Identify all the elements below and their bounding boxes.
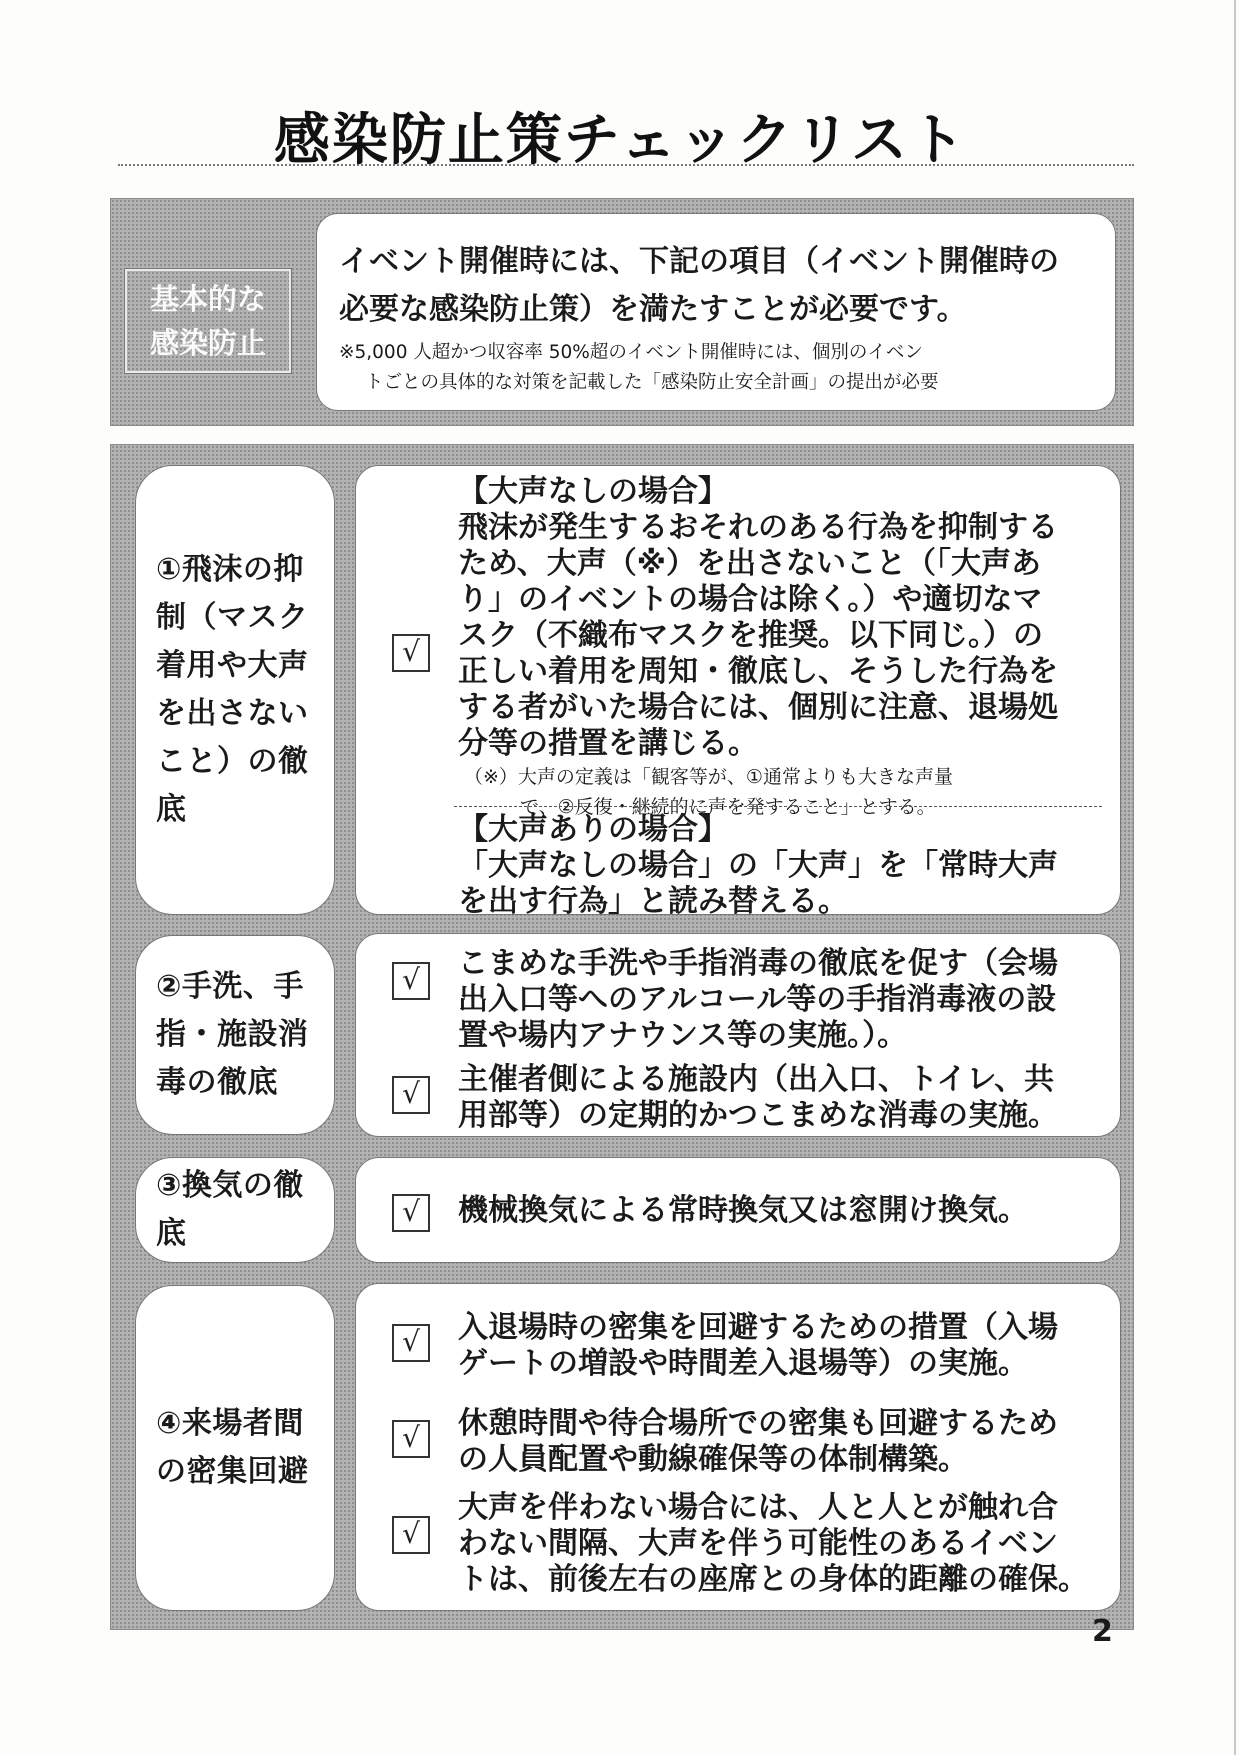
basic-text-line: 必要な感染防止策）を満たすことが必要です。: [339, 292, 967, 327]
no-loud-heading: 【大声なしの場合】: [458, 474, 728, 509]
item-line: 飛沫が発生するおそれのある行為を抑制する: [458, 510, 1058, 545]
section-label-ventilation: [135, 1157, 335, 1263]
loud-definition-note: で、②反復・継続的に声を発すること」とする。: [520, 796, 936, 818]
section-label-line: 指・施設消: [156, 1017, 309, 1052]
section-label-line: こと）の徹: [156, 744, 309, 779]
item-line: 分等の措置を講じる。: [458, 726, 758, 761]
checklist-item: [458, 1193, 1108, 1229]
section-label-line: を出さない: [156, 696, 309, 731]
section-content-ventilation: [355, 1157, 1121, 1263]
checkbox-icon[interactable]: √: [392, 1516, 430, 1554]
section-label-droplet: [135, 465, 335, 915]
checklist-item: [458, 946, 1108, 1054]
item-line: 出入口等へのアルコール等の手指消毒液の設: [458, 982, 1057, 1017]
loud-block: [458, 812, 1108, 920]
section-label-line: 底: [156, 792, 187, 827]
item-line: り」のイベントの場合は除く。）や適切なマ: [458, 582, 1043, 617]
section-label-line: ③換気の徹: [156, 1168, 304, 1203]
checklist-item: [458, 1490, 1108, 1598]
dashed-divider: [454, 806, 1102, 807]
item-line: ため、大声（※）を出さないこと（「大声あ: [458, 546, 1041, 581]
page-number: 2: [1092, 1614, 1113, 1649]
basic-label-line: 感染防止: [149, 326, 266, 360]
item-line: 入退場時の密集を回避するための措置（入場: [458, 1310, 1058, 1345]
section-label-line: 毒の徹底: [156, 1065, 278, 1100]
page-edge-line: [1234, 0, 1236, 1755]
item-line: トは、前後左右の座席との身体的距離の確保。: [458, 1562, 1088, 1597]
section-label-line: ①飛沫の抑: [156, 552, 304, 587]
checkbox-icon[interactable]: √: [392, 1324, 430, 1362]
loud-definition-note: （※）大声の定義は「観客等が、①通常よりも大きな声量: [464, 766, 953, 788]
checkbox-icon[interactable]: √: [392, 634, 430, 672]
basic-panel: [110, 198, 1134, 426]
item-line: 大声を伴わない場合には、人と人とが触れ合: [458, 1490, 1058, 1525]
no-loud-block: [458, 474, 1108, 822]
section-label-crowding: [135, 1285, 335, 1611]
section-content-handwash: [355, 933, 1121, 1137]
checkbox-icon[interactable]: √: [392, 1420, 430, 1458]
checkbox-icon[interactable]: √: [392, 1076, 430, 1114]
item-line: を出す行為」と読み替える。: [458, 884, 848, 919]
basic-label: [125, 269, 291, 373]
item-line: ゲートの増設や時間差入退場等）の実施。: [458, 1346, 1028, 1381]
basic-note-line: ※5,000 人超かつ収容率 50%超のイベント開催時には、個別のイベン: [339, 342, 923, 363]
checklist-item: [458, 1406, 1108, 1478]
basic-label-line: 基本的な: [149, 282, 266, 316]
item-line: 用部等）の定期的かつこまめな消毒の実施。: [458, 1098, 1058, 1133]
item-line: 正しい着用を周知・徹底し、そうした行為を: [458, 654, 1058, 689]
item-line: わない間隔、大声を伴う可能性のあるイベン: [458, 1526, 1058, 1561]
checklist-item: [458, 1310, 1108, 1382]
basic-text-line: イベント開催時には、下記の項目（イベント開催時の: [339, 244, 1059, 279]
checkbox-icon[interactable]: √: [392, 962, 430, 1000]
item-line: こまめな手洗や手指消毒の徹底を促す（会場: [458, 946, 1058, 981]
loud-heading: 【大声ありの場合】: [458, 812, 728, 847]
section-content-crowding: [355, 1283, 1121, 1611]
item-line: 休憩時間や待合場所での密集も回避するため: [458, 1406, 1058, 1441]
section-label-handwash: [135, 935, 335, 1135]
item-line: 主催者側による施設内（出入口、トイレ、共: [458, 1062, 1055, 1097]
page-title: 感染防止策チェックリスト: [273, 108, 968, 173]
title-underline: [118, 164, 1134, 166]
item-line: 機械換気による常時換気又は窓開け換気。: [458, 1193, 1028, 1228]
section-label-line: ④来場者間: [156, 1406, 304, 1441]
section-content-droplet: [355, 465, 1121, 919]
checklist-item: [458, 1062, 1108, 1134]
section-label-line: 底: [156, 1216, 187, 1251]
checklist-panel: [110, 444, 1134, 1630]
item-line: 置や場内アナウンス等の実施。）。: [458, 1018, 908, 1053]
checkbox-icon[interactable]: √: [392, 1194, 430, 1232]
item-line: スク（不織布マスクを推奨。以下同じ。）の: [458, 618, 1043, 653]
item-line: する者がいた場合には、個別に注意、退場処: [458, 690, 1058, 725]
item-line: 「大声なしの場合」の「大声」を「常時大声: [458, 848, 1058, 883]
basic-note-line: トごとの具体的な対策を記載した「感染防止安全計画」の提出が必要: [365, 372, 939, 393]
section-label-line: 着用や大声: [156, 648, 309, 683]
item-line: の人員配置や動線確保等の体制構築。: [458, 1442, 968, 1477]
basic-note: [339, 338, 1101, 398]
section-label-line: の密集回避: [156, 1454, 309, 1489]
basic-text-box: [316, 213, 1116, 411]
section-label-line: ②手洗、手: [156, 969, 304, 1004]
section-label-line: 制（マスク: [156, 600, 309, 635]
